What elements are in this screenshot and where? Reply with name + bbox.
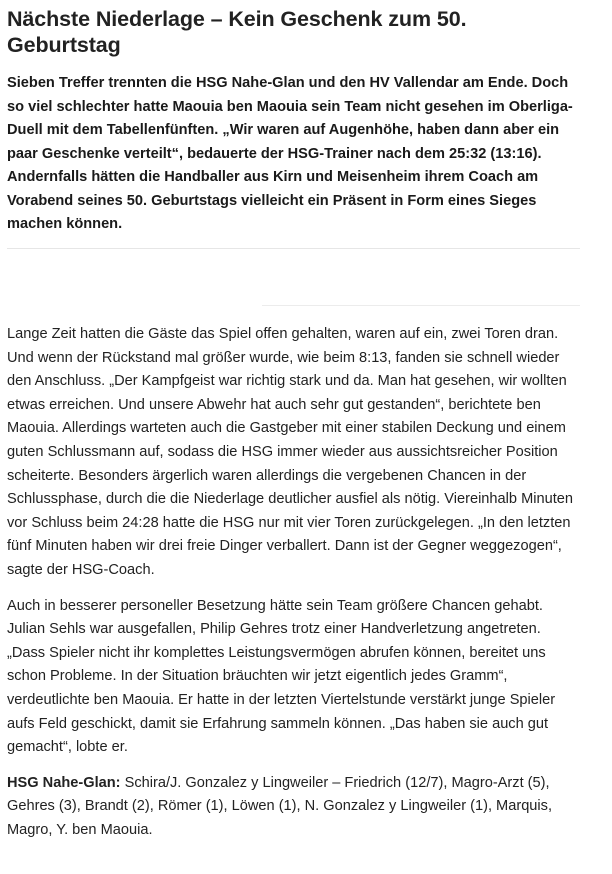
section-divider: [7, 248, 580, 249]
lineup-players: Schira/J. Gonzalez y Lingweiler – Friedrich (12/7), Magro-Arzt (5), Gehres (3), Brandt (2), Römer (1), Löwen (1), N. Gonzalez y Lingweiler (1), Marquis, Magro, Y. ben Maouia.: [7, 774, 553, 838]
article-lead: Sieben Treffer trennten die HSG Nahe-Glan und den HV Vallendar am Ende. Doch so viel schlechter hatte Maouia ben Maouia sein Team nicht gesehen im Oberliga-Duell mit dem Tabellenfünften. „Wir waren auf Augenhöhe, haben dann aber ein paar Geschenke verteilt“, bedauerte der HSG-Trainer nach dem 25:32 (13:16). Andernfalls hätten die Handballer aus Kirn und Meisenheim ihrem Coach am Vorabend seines 50. Geburtstags vielleicht ein Präsent in Form eines Sieges machen können.: [7, 75, 573, 232]
lineup-team-label: HSG Nahe-Glan:: [7, 774, 121, 791]
section-divider-short: [262, 305, 580, 306]
article-headline: Nächste Niederlage – Kein Geschenk zum 50. Geburtstag: [7, 7, 467, 57]
body-paragraph: Auch in besserer personeller Besetzung hätte sein Team größere Chancen gehabt. Julian Sehls war ausgefallen, Philip Gehres trotz einer Handverletzung angetreten. „Dass Spieler nicht ihr komplettes Leistungsvermögen abrufen können, bereitet uns schon Probleme. In der Situation bräuchten wir jetzt eigentlich jedes Gramm“, verdeutlichte ben Maouia. Er hatte in der letzten Viertelstunde verstärkt junge Spieler aufs Feld geschickt, damit sie Erfahrung sammeln können. „Das haben sie auch gut gemacht“, lobte er.: [7, 597, 556, 756]
body-paragraph: Lange Zeit hatten die Gäste das Spiel offen gehalten, waren auf ein, zwei Toren dran. Und wenn der Rückstand mal größer wurde, wie beim 8:13, fanden sie schnell wieder den Anschluss. „Der Kampfgeist war richtig stark und da. Man hat gesehen, wir wollten etwas erreichen. Und unsere Abwehr hat auch sehr gut gestanden“, berichtete ben Maouia. Allerdings warteten auch die Gastgeber mit einer stabilen Deckung und einem guten Schlussmann auf, sodass die HSG immer wieder aus aussichtsreicher Position scheiterte. Besonders ärgerlich waren allerdings die vergebenen Chancen in der Schlussphase, durch die die Niederlage deutlicher ausfiel als nötig. Viereinhalb Minuten vor Schluss beim 24:28 hatte die HSG nur mit vier Toren zurückgelegen. „In den letzten fünf Minuten haben wir drei freie Dinger verballert. Dann ist der Gegner weggezogen“, sagte der HSG-Coach.: [7, 326, 573, 578]
lineup-paragraph: [7, 772, 582, 843]
article: [7, 0, 582, 237]
article-body: [7, 323, 582, 854]
